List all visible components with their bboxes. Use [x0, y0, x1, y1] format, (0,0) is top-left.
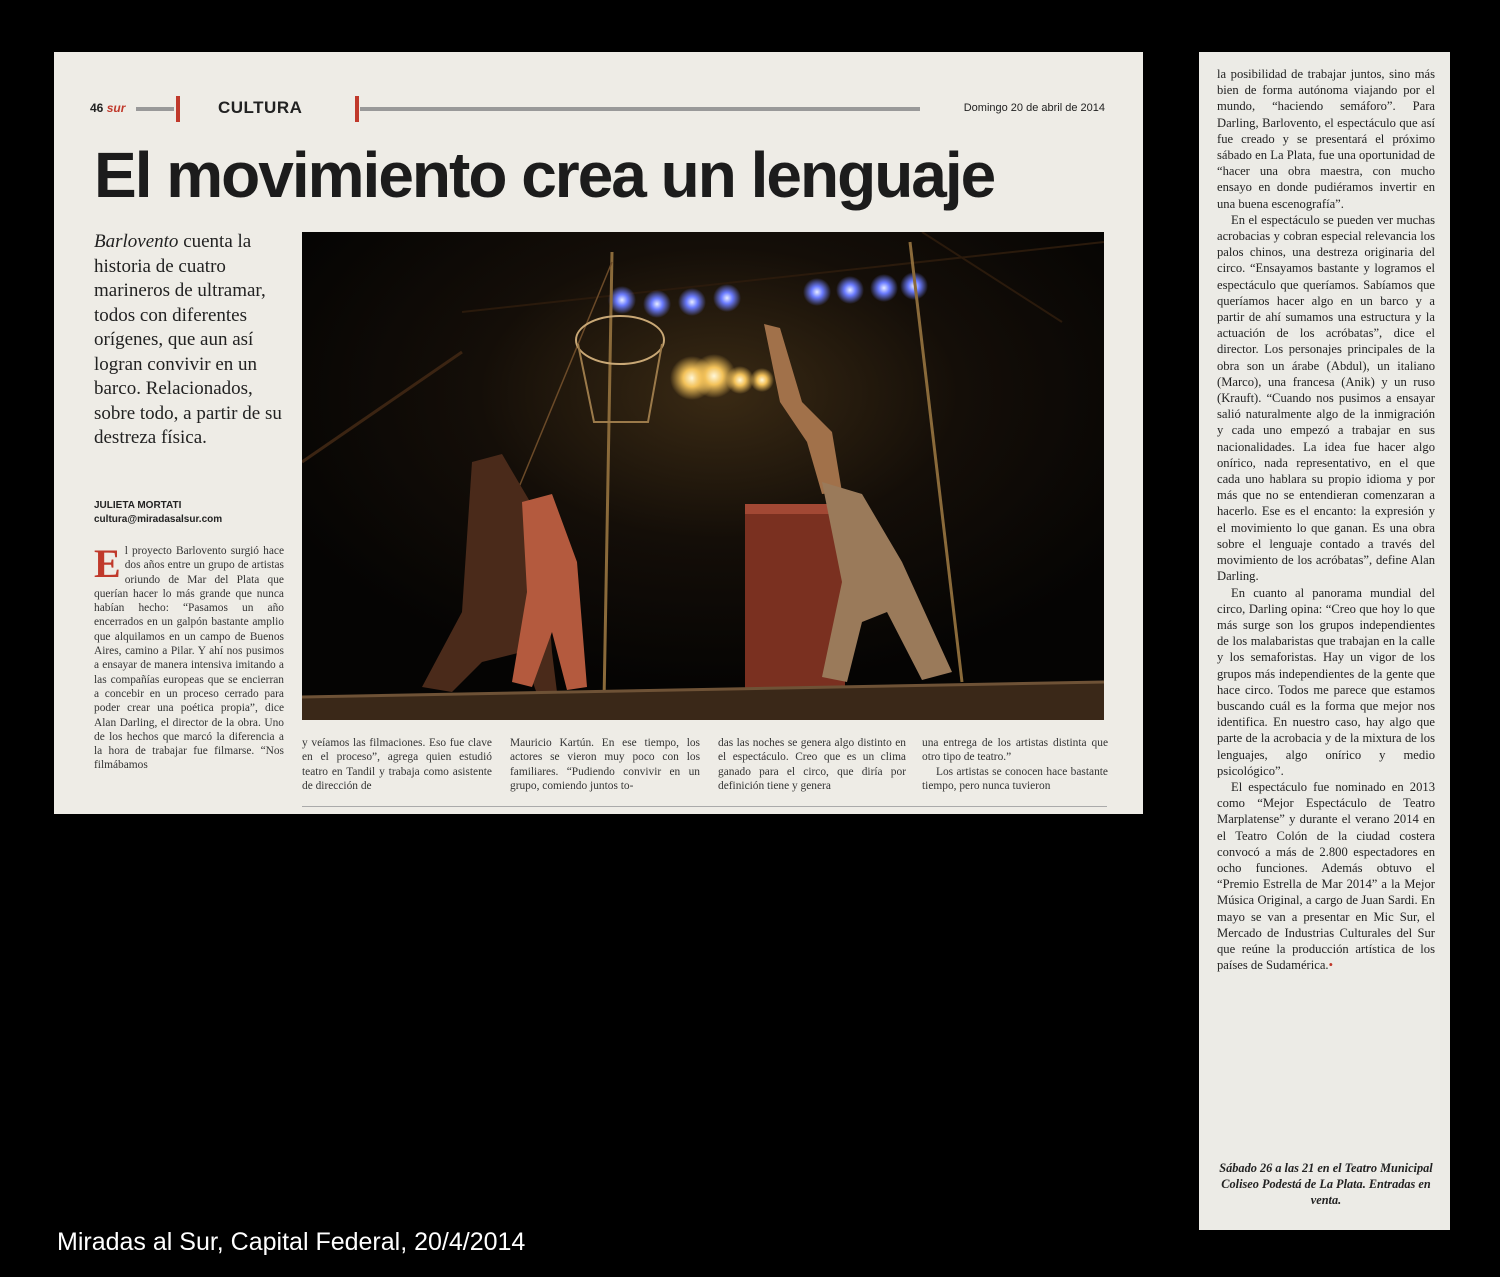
paragraph: la posibilidad de trabajar juntos, sino más bien de forma autónoma viajando por el mundo, “haciendo semáforo”. Para Darling, Barlovento, el espectáculo que así fue creado y se presentará el próximo sábado en La Plata, fue una oportunidad de “hacer una obra maestra, con mucho ensayo en donde pudiéramos invertir en una buena escenografía”. — [1217, 67, 1435, 211]
page-header — [90, 98, 1105, 120]
circus-stage-photo — [302, 232, 1104, 720]
paragraph-text: El espectáculo fue nominado en 2013 como “Mejor Espectáculo de Teatro Marplatense” y durante el verano 2014 en el Teatro Colón de la ciudad costera convocó a más de 2.800 espectadores en ocho funciones. Además obtuvo el “Premio Estrella de Mar 2014” a la Mejor Música Original, a cargo de Juan Sardi. En mayo se van a presentar en Mic Sur, el Mercado de Industrias Culturales del Sur que reúne la producción artística de los países de Sudamérica. — [1217, 779, 1435, 973]
body-column-2: y veíamos las filmaciones. Eso fue clave en el proceso”, agrega quien estudió teatro en Tandil y trabaja como asistente de dirección de — [302, 737, 492, 792]
header-rule-right — [360, 107, 920, 111]
body-text: Los artistas se conocen hace bastante tiempo, pero nunca tuvieron — [922, 765, 1108, 792]
page-number: 46 sur — [90, 101, 126, 115]
newspaper-clipping-continuation — [1199, 52, 1450, 1230]
issue-date: Domingo 20 de abril de 2014 — [963, 102, 1105, 114]
header-red-tick — [355, 96, 359, 122]
body-column-5 — [922, 736, 1108, 793]
drop-cap: E — [94, 541, 121, 586]
deck-title: Barlovento — [94, 231, 179, 252]
headline: El movimiento crea un lenguaje — [94, 139, 995, 211]
header-red-tick — [176, 96, 180, 122]
section-label: CULTURA — [218, 98, 303, 117]
bottom-rule — [302, 806, 1107, 807]
paragraph: En cuanto al panorama mundial del circo, Darling opina: “Creo que hoy lo que más surge son los grupos independientes de los malabaristas que trabajan en la calle y los semaforistas. Hay un vigor de los grupos más independientes de la gente que hace circo. Todos me parece que estamos buscando cuál es la forma que mejor nos identifica. En nuestro caso, hay algo que parte de la acrobacia y de la mixtura de los lenguajes, algo onírico y medio psicológico”. — [1217, 585, 1435, 778]
newspaper-clipping-main — [54, 52, 1143, 814]
paragraph: En el espectáculo se pueden ver muchas acrobacias y cobran especial relevancia los palos chinos, una destreza originaria del circo. “Ensayamos bastante y logramos el espectáculo que queríamos. Sabíamos que queríamos hacer algo en un barco y a partir de ahí sumamos una estructura y la actuación de los acróbatas”, dice el director. Los personajes principales de la obra son un árabe (Abdul), un italiano (Marco), una francesa (Anik) y un ruso (Krauft). “Cuando nos pusimos a ensayar salió naturalmente algo de la inmigración y cada uno empezó a trabajar en sus nacionalidades. La idea fue hacer algo onírico, nada representativo, en el que cada uno hablara su propio idioma y por más que no se entendieran comenzaran a hacerlo. Ese es el encanto: la expresión y el movimiento lo que ganan. Es una obra sobre el lenguaje contado a través del movimiento de los acróbatas”, define Alan Darling. — [1217, 212, 1435, 584]
body-text: l proyecto Barlovento surgió hace dos años entre un grupo de artistas oriundo de Mar del Plata que querían hacer lo más grande que nunca habían hecho: “Pasamos un año encerrados en un galpón bastante amplio que alquilamos en un campo de Buenos Aires, camino a Pilar. Y ahí nos pusimos a ensayar de manera intensiva imitando a las compañías europeas que se encierran a concebir en un proceso cerrado para poder crear una poética propia”, dice Alan Darling, el director de la obra. Uno de los hechos que marcó la diferencia a la hora de trabajar fue filmarse. “Nos filmábamos — [94, 545, 284, 772]
continuation-column — [1217, 66, 1435, 973]
event-info: Sábado 26 a las 21 en el Teatro Municipal Coliseo Podestá de La Plata. Entradas en venta. — [1219, 1161, 1433, 1207]
body-column-1 — [94, 541, 284, 773]
header-rule-left — [136, 107, 174, 111]
body-text: una entrega de los artistas distinta que otro tipo de teatro.” — [922, 737, 1108, 764]
deck-text: cuenta la historia de cuatro marineros de ultramar, todos con diferentes orígenes, que aun así logran convivir en un barco. Relacionados, sobre todo, a partir de su destreza física. — [94, 231, 282, 448]
deck — [94, 230, 294, 451]
end-mark-icon: • — [1328, 958, 1333, 973]
source-caption: Miradas al Sur, Capital Federal, 20/4/2014 — [57, 1228, 526, 1256]
byline-author: JULIETA MORTATI — [94, 500, 182, 511]
body-column-4: das las noches se genera algo distinto en el espectáculo. Creo que es un clima ganado para el circo, que diría por definición tiene y genera — [718, 737, 906, 792]
byline-email: cultura@miradasalsur.com — [94, 514, 223, 525]
body-column-3: Mauricio Kartún. En ese tiempo, los actores se vieron muy poco con los familiares. “Pudiendo convivir en un grupo, comiendo juntos to- — [510, 737, 700, 792]
paragraph — [1217, 779, 1435, 973]
